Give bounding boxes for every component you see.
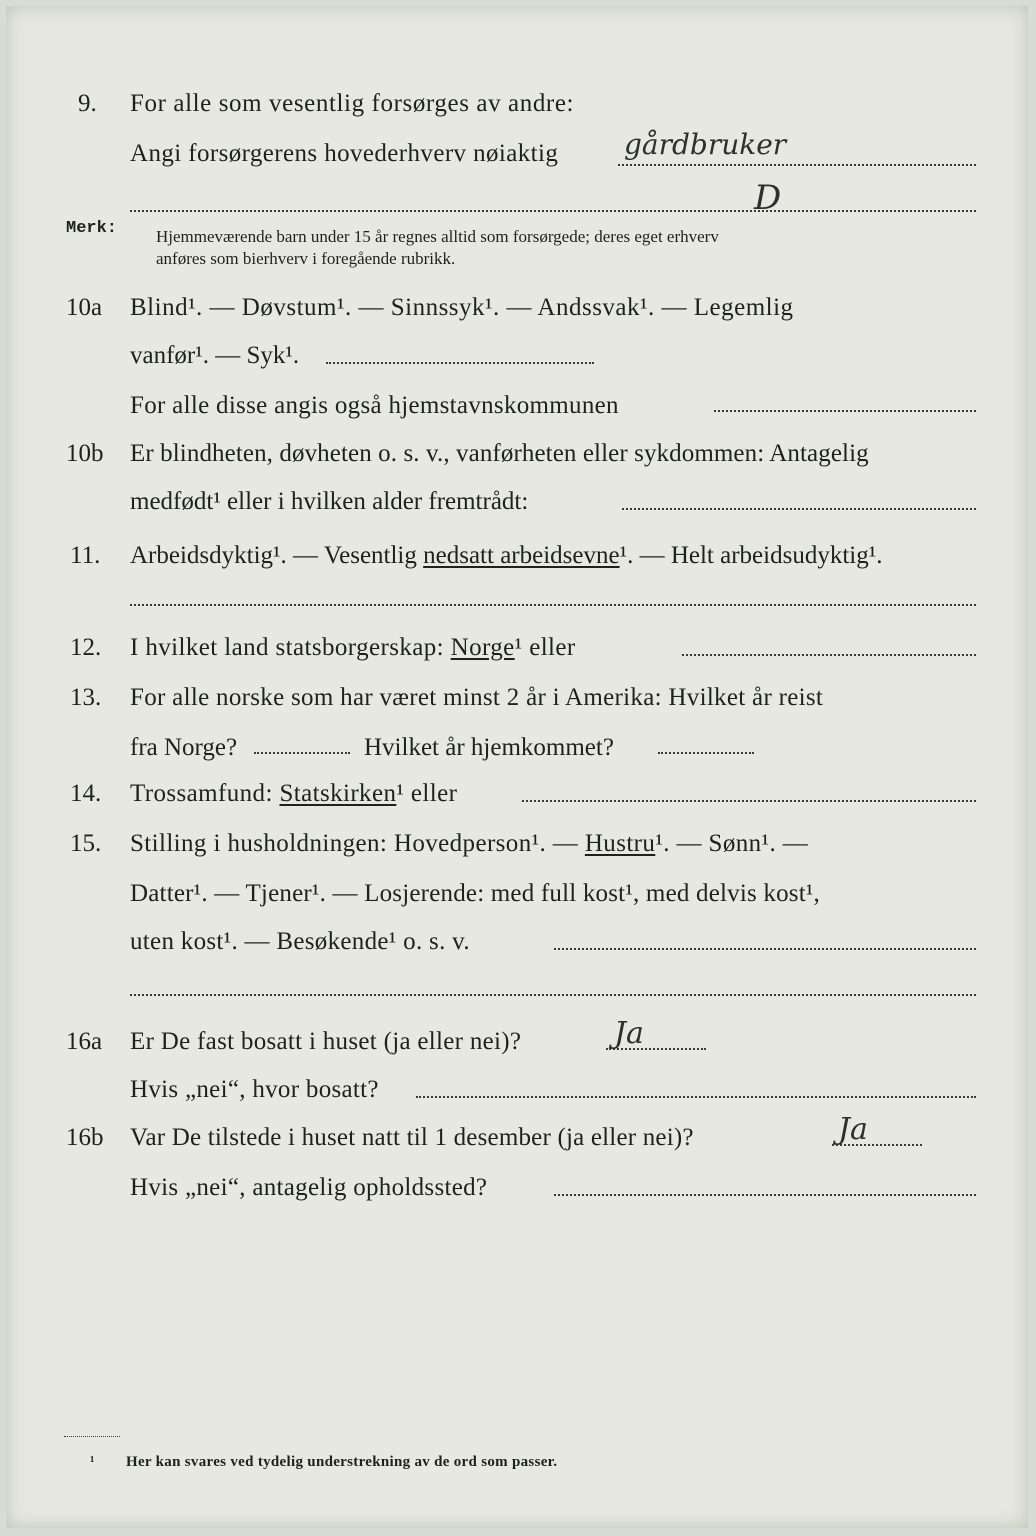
- q10a-answer-line: [326, 362, 594, 364]
- merk-line2: anføres som bierhverv i foregående rubrikk.: [156, 249, 456, 268]
- q12-answer-line: [682, 654, 976, 656]
- q15-answer-line: [554, 948, 976, 950]
- q15-line3: uten kost¹. — Besøkende¹ o. s. v.: [130, 928, 470, 955]
- merk-line1: Hjemmeværende barn under 15 år regnes alltid som forsørgede; deres eget erhverv: [156, 227, 719, 246]
- q11-extra-line: [130, 604, 976, 606]
- q13-line2a: fra Norge?: [130, 734, 238, 761]
- q13-hjemkommet-line: [658, 752, 754, 754]
- q13-line2b: Hvilket år hjemkommet?: [364, 734, 614, 761]
- q12-post: ¹ eller: [514, 634, 576, 661]
- q16b-number: 16b: [66, 1124, 104, 1151]
- footnote-rule: [64, 1436, 120, 1437]
- q11-post: ¹. — Helt arbeidsudyktig¹.: [619, 542, 883, 569]
- q14-answer-line: [522, 800, 976, 802]
- merk-label: Merk:: [66, 219, 118, 238]
- q13-reist-line: [254, 752, 350, 754]
- q10a-line1: Blind¹. — Døvstum¹. — Sinnssyk¹. — Andssvak¹. — Legemlig: [130, 294, 794, 321]
- q11-text: [130, 542, 882, 570]
- q13-line1: For alle norske som har været minst 2 år i Amerika: Hvilket år reist: [130, 684, 824, 711]
- q15-line1-pre: Stilling i husholdningen: Hovedperson¹. —: [130, 830, 585, 857]
- q15-line1-post: ¹. — Sønn¹. —: [655, 830, 809, 857]
- q16a-line2: Hvis „nei“, hvor bosatt?: [130, 1076, 379, 1103]
- q16b-line1: Var De tilstede i huset natt til 1 desember (ja eller nei)?: [130, 1124, 694, 1151]
- q9-number: 9.: [78, 90, 97, 117]
- q11-underlined-answer: nedsatt arbeidsevne: [423, 542, 620, 569]
- q15-line2: Datter¹. — Tjener¹. — Losjerende: med full kost¹, med delvis kost¹,: [130, 880, 820, 907]
- q14-post: ¹ eller: [396, 780, 458, 807]
- census-form-page: [6, 6, 1028, 1528]
- q11-pre: Arbeidsdyktig¹. — Vesentlig: [130, 542, 424, 569]
- q9-line2: Angi forsørgerens hovederhverv nøiaktig: [130, 140, 559, 167]
- footnote-text: Her kan svares ved tydelig understrekning av de ord som passer.: [126, 1454, 558, 1470]
- q15-underlined-answer: Hustru: [584, 830, 656, 857]
- q12-pre: I hvilket land statsborgerskap:: [130, 634, 451, 661]
- q12-number: 12.: [70, 634, 102, 661]
- q16a-line1: Er De fast bosatt i huset (ja eller nei)?: [130, 1028, 522, 1055]
- q10b-line2: medfødt¹ eller i hvilken alder fremtrådt:: [130, 488, 529, 515]
- q12-underlined-answer: Norge: [450, 634, 515, 661]
- q16b-answer: Ja: [838, 1112, 868, 1147]
- q9-answer-line: [618, 164, 976, 166]
- q14-number: 14.: [70, 780, 102, 807]
- q14-underlined-answer: Statskirken: [279, 780, 397, 807]
- q16a-answer: Ja: [614, 1016, 644, 1051]
- q16a-number: 16a: [66, 1028, 103, 1055]
- q10a-number: 10a: [66, 294, 103, 321]
- q10b-number: 10b: [66, 440, 104, 467]
- q16a-bosatt-line: [416, 1096, 976, 1098]
- q10a-kommune-line: [714, 410, 976, 412]
- q10b-line1: Er blindheten, døvheten o. s. v., vanførheten eller sykdommen: Antagelig: [130, 440, 869, 467]
- q11-number: 11.: [70, 542, 101, 569]
- q14-pre: Trossamfund:: [130, 780, 280, 807]
- q9-extra-line: [130, 210, 976, 212]
- footnote-mark: ¹: [90, 1454, 95, 1470]
- q10b-answer-line: [622, 508, 976, 510]
- q16b-line2: Hvis „nei“, antagelig opholdssted?: [130, 1174, 488, 1201]
- q15-number: 15.: [70, 830, 102, 857]
- q13-number: 13.: [70, 684, 102, 711]
- q15-extra-line: [130, 994, 976, 996]
- q15-line1: [130, 830, 808, 858]
- q9-mark: D: [754, 178, 782, 218]
- q14-text: [130, 780, 457, 808]
- q10a-line2: vanfør¹. — Syk¹.: [130, 342, 300, 369]
- q9-line1: For alle som vesentlig forsørges av andre:: [130, 90, 575, 117]
- q10a-line3: For alle disse angis også hjemstavnskommunen: [130, 392, 619, 419]
- q16b-opholdssted-line: [554, 1194, 976, 1196]
- q9-answer: gårdbruker: [624, 128, 787, 161]
- q12-text: [130, 634, 576, 662]
